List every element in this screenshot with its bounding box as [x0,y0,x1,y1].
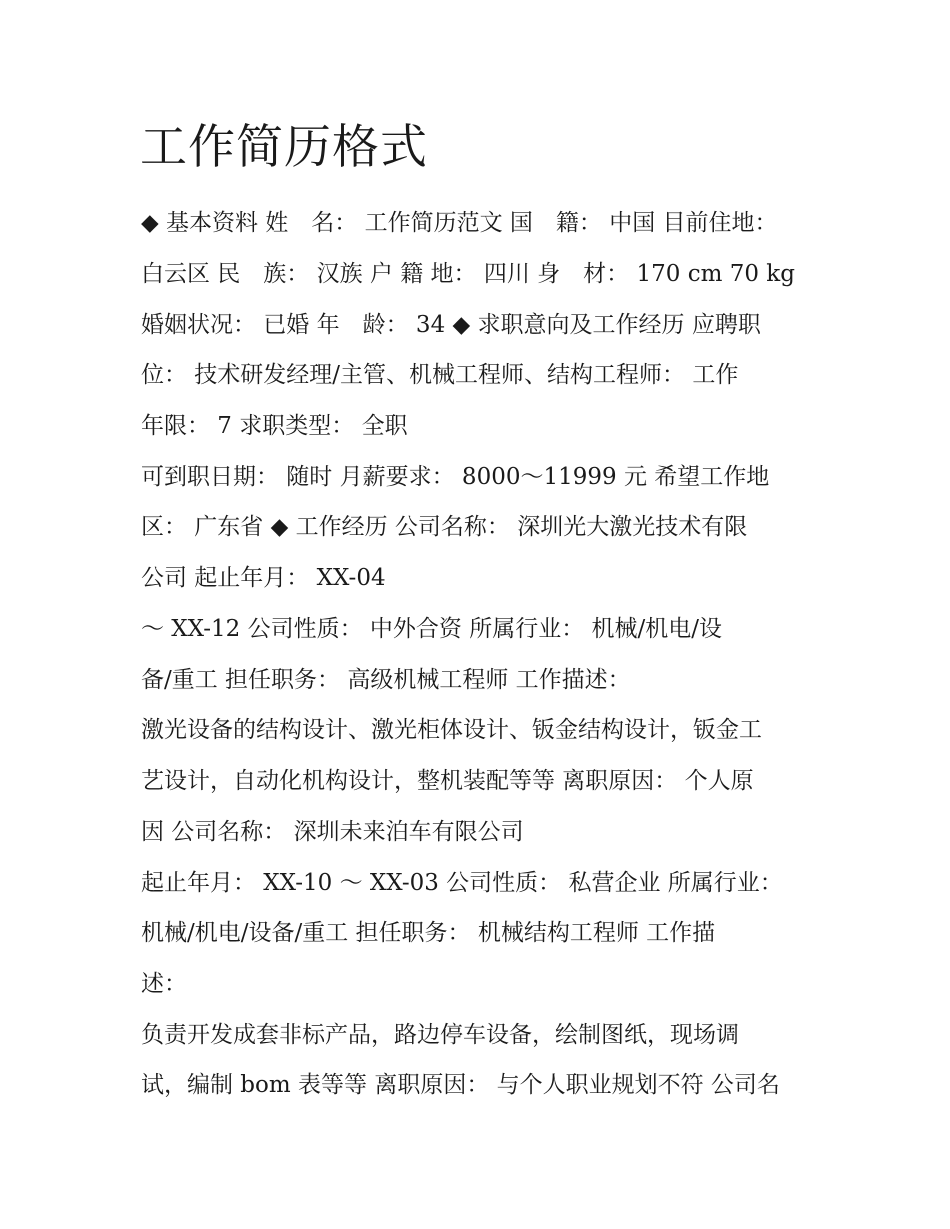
body-line-1: ◆ 基本资料 姓 名： 工作简历范文 国 籍： 中国 目前住地： [141,210,778,236]
body-line-15: 机械/机电/设备/重工 担任职务： 机械结构工程师 工作描 [141,920,716,946]
body-line-4: 位： 技术研发经理/主管、机械工程师、结构工程师： 工作 [141,362,739,388]
body-line-3: 婚姻状况： 已婚 年 龄： 34 ◆ 求职意向及工作经历 应聘职 [141,312,761,338]
body-line-2: 白云区 民 族： 汉族 户 籍 地： 四川 身 材： 170 cm 70 kg [141,261,795,287]
body-line-8: 公司 起止年月： XX-04 [141,565,386,591]
body-line-13: 因 公司名称： 深圳未来泊车有限公司 [141,819,524,845]
body-line-16: 述： [141,971,187,997]
body-line-7: 区： 广东省 ◆ 工作经历 公司名称： 深圳光大激光技术有限 [141,514,748,540]
body-line-6: 可到职日期： 随时 月薪要求： 8000～11999 元 希望工作地 [141,464,770,490]
body-line-5: 年限： 7 求职类型： 全职 [141,413,408,439]
document-title: 工作简历格式 [140,120,428,175]
body-line-18: 试，编制 bom 表等等 离职原因： 与个人职业规划不符 公司名 [141,1072,780,1098]
body-line-12: 艺设计，自动化机构设计，整机装配等等 离职原因： 个人原 [141,768,754,794]
body-line-10: 备/重工 担任职务： 高级机械工程师 工作描述： [141,667,631,693]
body-line-9: ～ XX-12 公司性质： 中外合资 所属行业： 机械/机电/设 [141,616,723,642]
body-line-14: 起止年月： XX-10 ～ XX-03 公司性质： 私营企业 所属行业： [141,870,783,896]
body-line-11: 激光设备的结构设计、激光柜体设计、钣金结构设计，钣金工 [141,717,762,743]
body-line-17: 负责开发成套非标产品，路边停车设备，绘制图纸，现场调 [141,1022,739,1048]
